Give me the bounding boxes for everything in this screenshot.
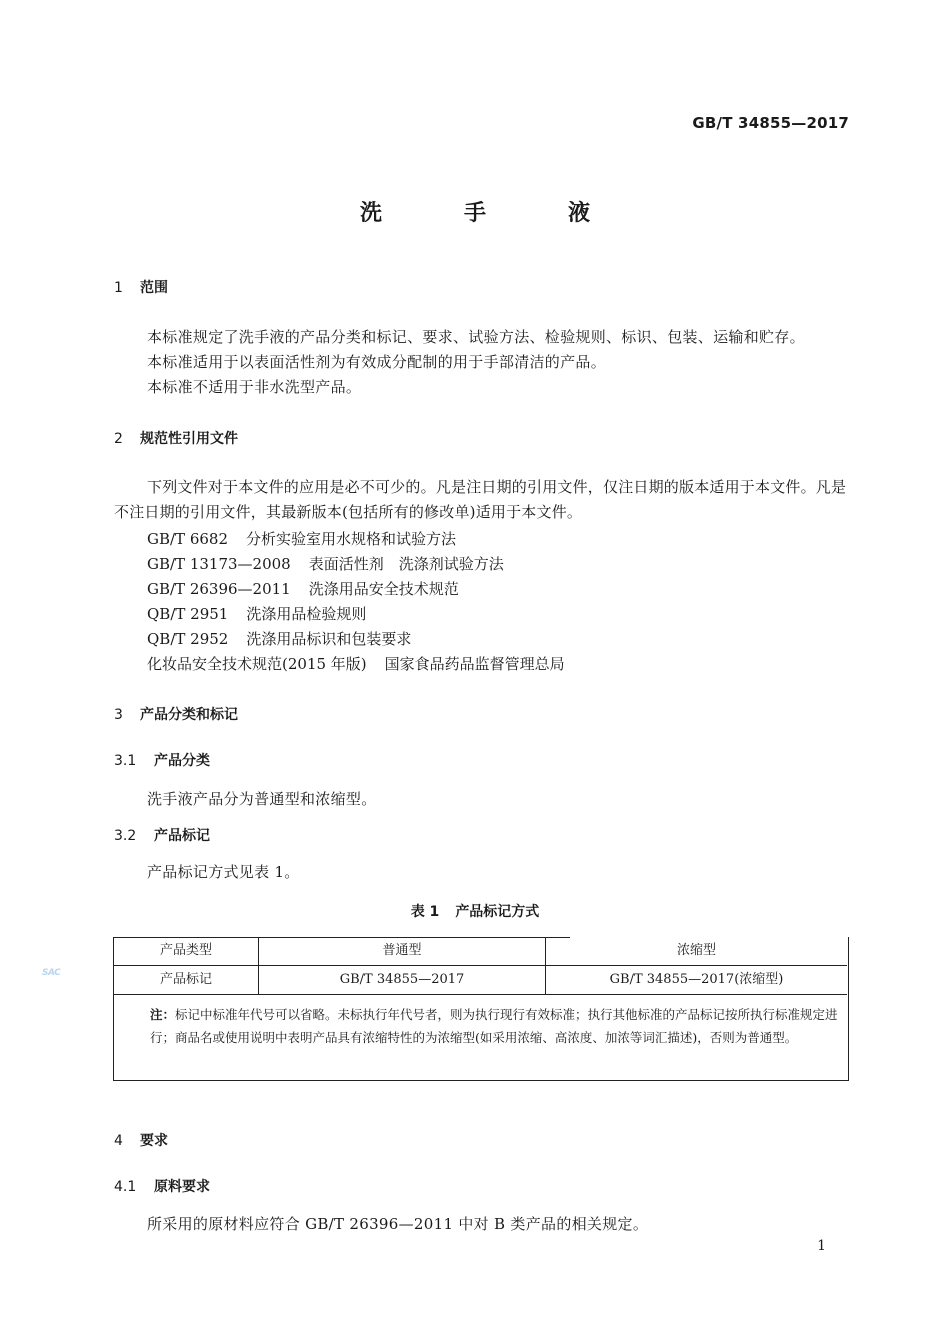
note-label: 注： (150, 1007, 176, 1022)
section-number: 1 (114, 280, 123, 296)
table-header-cell: 浓缩型 (676, 943, 716, 958)
table-note (150, 1003, 840, 1049)
section-3-heading (114, 704, 238, 724)
reference-item (147, 553, 504, 574)
table-cell: 产品标记 (159, 972, 212, 987)
reference-title: 洗涤用品检验规则 (246, 605, 367, 623)
page-number: 1 (817, 1238, 826, 1254)
section-title: 产品分类 (154, 753, 210, 769)
section-number: 2 (114, 431, 123, 447)
reference-code: GB/T 26396—2011 (147, 580, 291, 598)
reference-code: 化妆品安全技术规范(2015 年版) (147, 655, 367, 673)
table-caption-number: 表 1 (410, 904, 440, 920)
reference-code: GB/T 13173—2008 (147, 555, 291, 573)
reference-title: 分析实验室用水规格和试验方法 (246, 530, 457, 548)
section-2-heading (114, 428, 238, 448)
paragraph: 本标准不适用于非水洗型产品。 (147, 378, 362, 396)
reference-item (147, 603, 366, 624)
document-title: 洗 手 液 (359, 201, 620, 226)
reference-code: QB/T 2952 (147, 630, 229, 648)
product-marking-table (113, 937, 849, 1081)
paragraph: 洗手液产品分为普通型和浓缩型。 (147, 790, 377, 808)
section-title: 产品标记 (154, 828, 210, 844)
table-caption (0, 901, 950, 921)
standard-number: GB/T 34855—2017 (692, 114, 849, 132)
section-number: 3.2 (114, 828, 137, 844)
section-title: 要求 (140, 1133, 168, 1149)
reference-code: QB/T 2951 (147, 605, 229, 623)
reference-title: 洗涤用品标识和包装要求 (246, 630, 412, 648)
reference-item (147, 528, 456, 549)
paragraph: 产品标记方式见表 1。 (147, 863, 300, 881)
section-3-2-heading (114, 825, 210, 845)
table-header-cell: 普通型 (382, 943, 422, 958)
section-4-1-heading (114, 1176, 210, 1196)
reference-item (147, 653, 565, 674)
note-text: 标记中标准年代号可以省略。未标执行年代号者，则为执行现行有效标准；执行其他标准的产品标记按所执行标准规定进行；商品名或使用说明中表明产品具有浓缩特性的为浓缩型(如采用浓缩、高浓度、加浓等词汇描述)，否则为普通型。 (150, 1007, 838, 1045)
reference-title: 国家食品药品监督管理总局 (384, 655, 565, 673)
table-caption-title: 产品标记方式 (455, 904, 540, 920)
reference-title: 表面活性剂 洗涤剂试验方法 (308, 555, 504, 573)
reference-code: GB/T 6682 (147, 530, 229, 548)
section-4-heading (114, 1130, 168, 1150)
section-number: 4 (114, 1133, 123, 1149)
references-intro: 下列文件对于本文件的应用是必不可少的。凡是注日期的引用文件，仅注日期的版本适用于本文件。凡是不注日期的引用文件，其最新版本(包括所有的修改单)适用于本文件。 (114, 478, 847, 521)
section-number: 3 (114, 707, 123, 723)
section-1-heading (114, 277, 168, 297)
section-number: 4.1 (114, 1179, 137, 1195)
reference-item (147, 578, 459, 599)
reference-item (147, 628, 411, 649)
sac-watermark-logo: SAC (42, 968, 61, 978)
section-number: 3.1 (114, 753, 137, 769)
section-title: 产品分类和标记 (140, 707, 238, 723)
section-3-1-heading (114, 750, 210, 770)
section-title: 范围 (140, 280, 168, 296)
paragraph: 本标准规定了洗手液的产品分类和标记、要求、试验方法、检验规则、标识、包装、运输和贮存。 (147, 328, 805, 346)
table-cell: GB/T 34855—2017 (339, 972, 465, 987)
table-divider (114, 994, 847, 995)
section-title: 原料要求 (154, 1179, 210, 1195)
paragraph: 所采用的原材料应符合 GB/T 26396—2011 中对 B 类产品的相关规定。 (147, 1215, 649, 1233)
paragraph: 本标准适用于以表面活性剂为有效成分配制的用于手部清洁的产品。 (147, 353, 607, 371)
table-cell: GB/T 34855—2017(浓缩型) (609, 972, 784, 987)
reference-title: 洗涤用品安全技术规范 (308, 580, 459, 598)
section-title: 规范性引用文件 (140, 431, 238, 447)
table-header-cell: 产品类型 (159, 943, 212, 958)
